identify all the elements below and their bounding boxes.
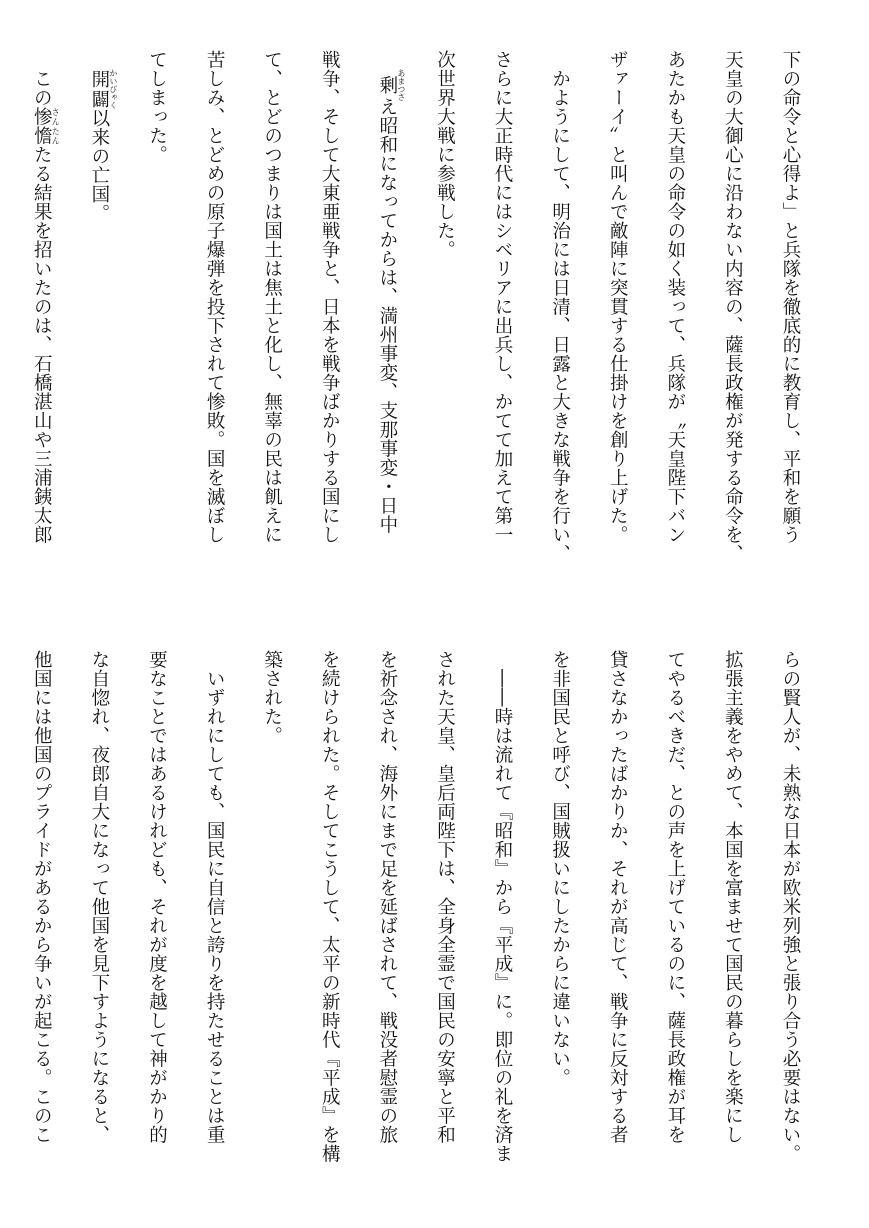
text-column: ――時は流れて『昭和』から『平成』に。即位の礼を済ま: [492, 668, 514, 1163]
text-column-with-ruby: [358, 50, 416, 580]
text-column: ザァーイ〟と叫んで敵陣に突貫する仕掛けを創り上げた。: [607, 50, 629, 544]
text-column: を祈念され、海外にまで足を延ばされて、戦没者慰霊の旅: [376, 650, 398, 1144]
text-column: らの賢人が、未熟な日本が欧米列強と張り合う必要はない。: [780, 650, 801, 1163]
ruby-base: 惨憺: [31, 106, 53, 145]
text-column: 下の命令と心得よ」と兵隊を徹底的に教育し、平和を願う: [780, 50, 801, 544]
text-column: 他国には他国のプライドがあるから争いが起こる。このこ: [31, 650, 53, 1144]
text-column: あたかも天皇の命令の如く装って、兵隊が〝天皇陛下バン: [664, 50, 686, 544]
text-column: 要なことではあるけれども、それが度を越して神がかり的: [146, 650, 168, 1144]
text-column: てやるべきだ、との声を上げているのに、薩長政権が耳を: [664, 650, 686, 1144]
text-column: かようにして、明治には日清、日露と大きな戦争を行い、: [549, 68, 571, 563]
ruby-reading: さんたん: [51, 106, 61, 145]
ruby-reading: かいびゃく: [108, 68, 118, 109]
text-column: を続けられた。そしてこうして、太平の新時代『平成』を構: [319, 650, 341, 1163]
text-column: てしまった。: [146, 50, 168, 164]
text-column: を非国民と呼び、国賊扱いにしたからに違いない。: [549, 650, 571, 1087]
text-column: 次世界大戦に参戦した。: [434, 50, 456, 259]
text-column: 築された。: [261, 650, 283, 745]
text-column: 戦争、そして大東亜戦争と、日本を戦争ばかりする国にし: [319, 50, 341, 544]
text-column: 拡張主義をやめて、本国を富ませて国民の暮らしを楽にし: [722, 650, 744, 1144]
ruby-base: 開闢: [88, 68, 110, 109]
text-column: いずれにしても、国民に自信と誇りを持たせることは重: [204, 668, 226, 1144]
text-column: 苦しみ、とどめの原子爆弾を投下されて惨敗。国を滅ぼし: [204, 50, 226, 544]
ruby-base: 剰: [376, 68, 398, 101]
lower-text-block: [31, 650, 819, 1190]
text-column-rest: 以来の亡国。: [88, 108, 110, 222]
text-column-with-ruby: [70, 50, 128, 580]
upper-text-block: [31, 50, 819, 580]
text-column: な自惚れ、夜郎自大になって他国を見下すようになると、: [88, 650, 110, 1144]
ruby-word: [376, 68, 406, 101]
text-column: された天皇、皇后両陛下は、全身全霊で国民の安寧と平和: [434, 650, 456, 1144]
ruby-reading: あまつさ: [396, 68, 406, 101]
text-column-rest: え昭和になってからは、満州事変、支那事変・日中: [376, 96, 398, 534]
text-column-lead: この: [31, 68, 53, 107]
ruby-word: [31, 106, 61, 145]
text-column-with-ruby: [13, 50, 71, 580]
ruby-word: [88, 68, 118, 109]
text-column: 貸さなかったばかりか、それが高じて、戦争に反対する者: [607, 650, 629, 1144]
text-column: 天皇の大御心に沿わない内容の、薩長政権が発する命令を、: [722, 50, 744, 563]
text-column: て、とどのつまりは国土は焦土と化し、無辜の民は飢えに: [261, 50, 283, 544]
text-column: さらに大正時代にはシベリアに出兵し、かてて加えて第一: [492, 50, 514, 544]
text-column-rest: たる結果を招いたのは、石橋湛山や三浦銕太郎: [31, 144, 53, 544]
